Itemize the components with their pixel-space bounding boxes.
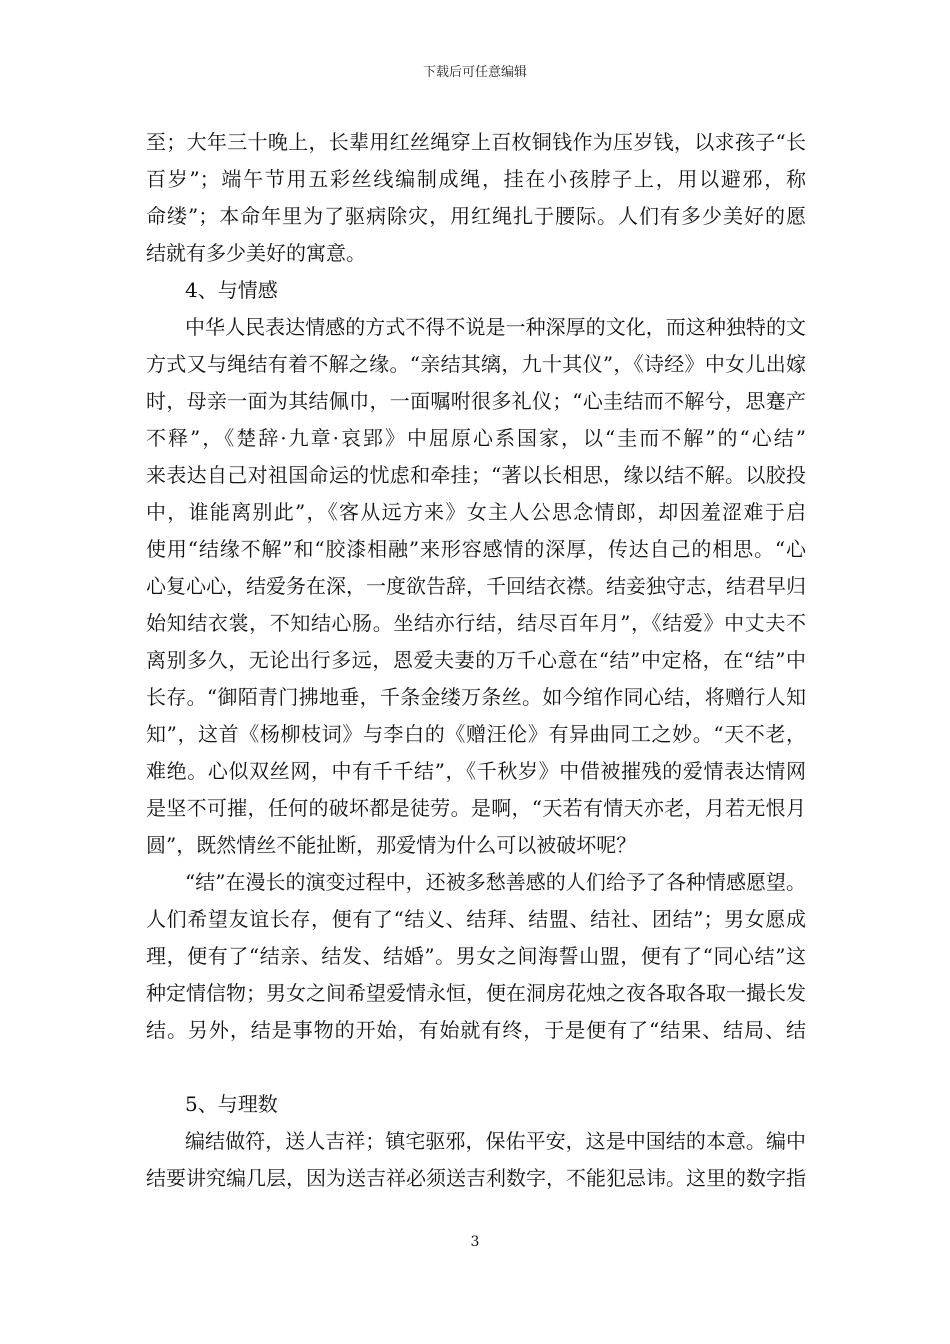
text-line: 结要讲究编几层，因为送吉祥必须送吉利数字，不能犯忌讳。这里的数字指 (146, 1166, 806, 1190)
text-line: 来表达自己对祖国命运的忧虑和牵挂；“著以长相思，缘以结不解。以胶投 (146, 463, 806, 487)
section-heading: 4、与情感 (185, 278, 278, 302)
text-line: 圆”，既然情丝不能扯断，那爱情为什么可以被破坏呢？ (146, 833, 637, 857)
text-line: 始知结衣裳，不知结心肠。坐结亦行结，结尽百年月”，《结爱》中丈夫不 (146, 611, 806, 635)
text-line: 时，母亲一面为其结佩巾，一面嘱咐很多礼仪；“心圭结而不解兮，思蹇产 (146, 389, 806, 413)
text-line: 结。另外，结是事物的开始，有始就有终，于是便有了“结果、结局、结 (146, 1018, 806, 1042)
text-line: 至；大年三十晚上，长辈用红丝绳穿上百枚铜钱作为压岁钱，以求孩子“长 (146, 130, 806, 154)
text-line: 长存。“御陌青门拂地垂，千条金缕万条丝。如今绾作同心结，将赠行人知 (146, 685, 806, 709)
text-line: 理，便有了“结亲、结发、结婚”。男女之间海誓山盟，便有了“同心结”这 (146, 944, 806, 968)
text-line: 命缕”；本命年里为了驱病除灾，用红绳扎于腰际。人们有多少美好的愿 (146, 204, 806, 228)
text-line: 百岁”；端午节用五彩丝线编制成绳，挂在小孩脖子上，用以避邪，称 (146, 167, 806, 191)
text-line: 难绝。心似双丝网，中有千千结”，《千秋岁》中借被摧残的爱情表达情网 (146, 759, 806, 783)
text-line: 种定情信物；男女之间希望爱情永恒，便在洞房花烛之夜各取各取一撮长发 (146, 981, 806, 1005)
text-line: 编结做符，送人吉祥；镇宅驱邪，保佑平安，这是中国结的本意。编中 (185, 1129, 806, 1153)
page-number: 3 (470, 1234, 480, 1250)
text-line: 结就有多少美好的寓意。 (146, 241, 366, 265)
text-line: “结”在漫长的演变过程中，还被多愁善感的人们给予了各种情感愿望。 (185, 870, 806, 894)
text-line: 方式又与绳结有着不解之缘。“亲结其缡，九十其仪”，《诗经》中女儿出嫁 (146, 352, 806, 376)
text-line: 离别多久，无论出行多远，恩爱夫妻的万千心意在“结”中定格，在“结”中 (146, 648, 806, 672)
section-heading: 5、与理数 (185, 1092, 278, 1116)
text-line: 知”，这首《杨柳枝词》与李白的《赠汪伦》有异曲同工之妙。“天不老， (146, 722, 806, 746)
text-line: 中，谁能离别此”，《客从远方来》女主人公思念情郎，却因羞涩难于启 (146, 500, 806, 524)
text-line: 是坚不可摧，任何的破坏都是徒劳。是啊，“天若有情天亦老，月若无恨月 (146, 796, 806, 820)
text-line: 心复心心，结爱务在深，一度欲告辞，千回结衣襟。结妾独守志，结君早归 (146, 574, 806, 598)
text-line: 不释”，《楚辞·九章·哀郢》中屈原心系国家，以“圭而不解”的“心结” (146, 426, 806, 450)
text-line: 中华人民表达情感的方式不得不说是一种深厚的文化，而这种独特的文 (185, 315, 806, 339)
text-line: 人们希望友谊长存，便有了“结义、结拜、结盟、结社、团结”；男女愿成 (146, 907, 806, 931)
page-header: 下载后可任意编辑 (422, 65, 527, 80)
text-line: 使用“结缘不解”和“胶漆相融”来形容感情的深厚，传达自己的相思。“心 (146, 537, 806, 561)
